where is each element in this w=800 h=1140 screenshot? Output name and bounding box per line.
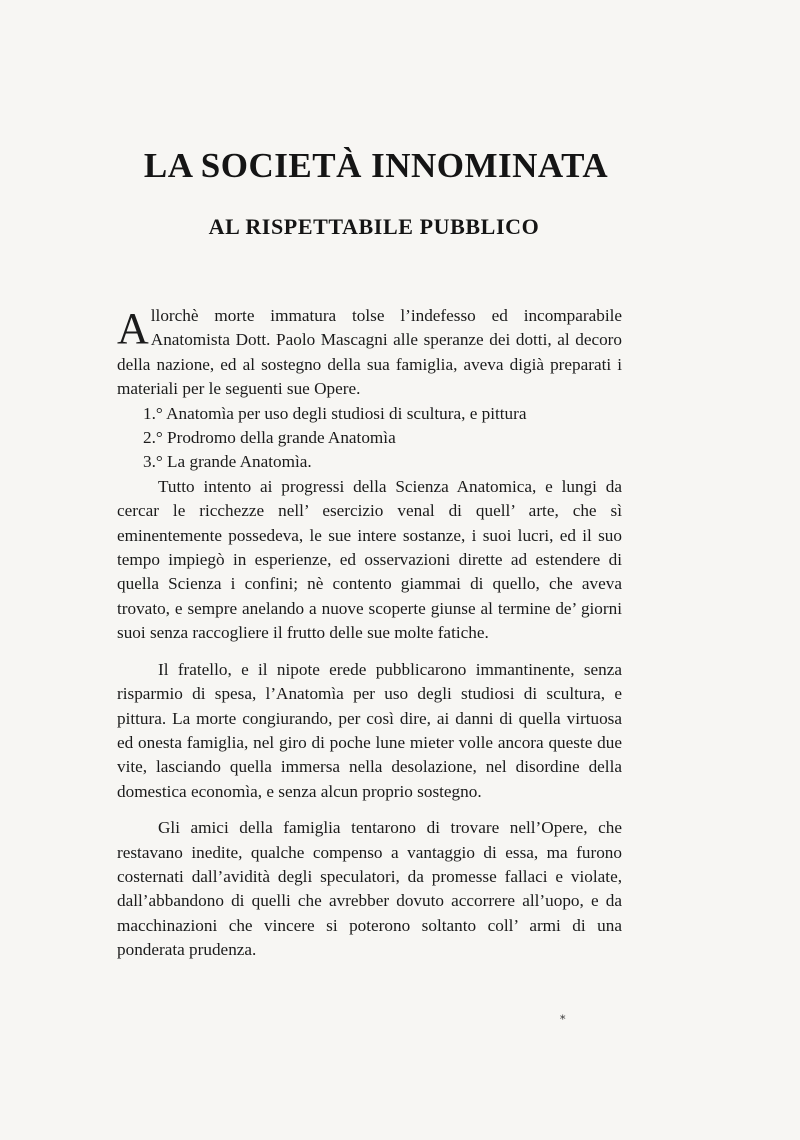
list-item: 2.° Prodromo della grande Anatomìa — [143, 428, 396, 448]
paragraph-2: Tutto intento ai progressi della Scienza Anatomica, e lungi da cercar le ricchezze nell’ esercizio venal di quell’ arte, che sì eminentemente possedeva, le sue intere sostanze, i suoi lucri, ed il suo tempo impiegò in esperienze, ed osservazioni dirette ad estendere di quella Scienza i confini; nè contento giammai di quello, che aveva trovato, e sempre anelando a nuove scoperte giunse al termine de’ giorni suoi senza raccogliere il frutto delle sue molte fatiche. — [117, 476, 622, 643]
list-item: 1.° Anatomìa per uso degli studiosi di scultura, e pittura — [143, 403, 527, 423]
paragraph-1-text: llorchè morte immatura tolse l’indefesso ed incomparabile Anatomista Dott. Paolo Mascagni alle speranze dei dotti, al decoro della nazione, ed al sostegno della sua famiglia, aveva digià preparati i materiali per le seguenti sue Opere. — [117, 306, 622, 399]
paragraph-1 — [117, 304, 622, 402]
page-title: LA SOCIETÀ INNOMINATA — [143, 146, 609, 185]
paragraph-4: Gli amici della famiglia tentarono di trovare nell’Opere, che restavano inedite, qualche compenso a vantaggio di essa, ma furono costernati dall’avidità degli speculatori, da promesse fallaci e violate, dall’abbandono di quelli che avrebber dovuto accorrere all’uopo, e da macchinazioni che vincere si poterono soltanto coll’ armi di una ponderata prudenza. — [117, 818, 622, 960]
paragraph-gap — [117, 804, 622, 816]
document-body — [117, 304, 622, 963]
paragraph-gap — [117, 646, 622, 658]
footer-mark: * — [560, 1013, 566, 1026]
drop-cap: A — [117, 304, 149, 353]
page-subtitle: AL RISPETTABILE PUBBLICO — [208, 214, 540, 239]
list-item: 3.° La grande Anatomìa. — [143, 452, 312, 472]
paragraph-3: Il fratello, e il nipote erede pubblicarono immantinente, senza risparmio di spesa, l’Anatomìa per uso degli studiosi di scultura, e pittura. La morte congiurando, per così dire, ai danni di quella virtuosa ed onesta famiglia, nel giro di poche lune mieter volle ancora queste due vite, lasciando quella immersa nella desolazione, nel disordine della domestica economìa, e senza alcun proprio sostegno. — [117, 659, 622, 801]
